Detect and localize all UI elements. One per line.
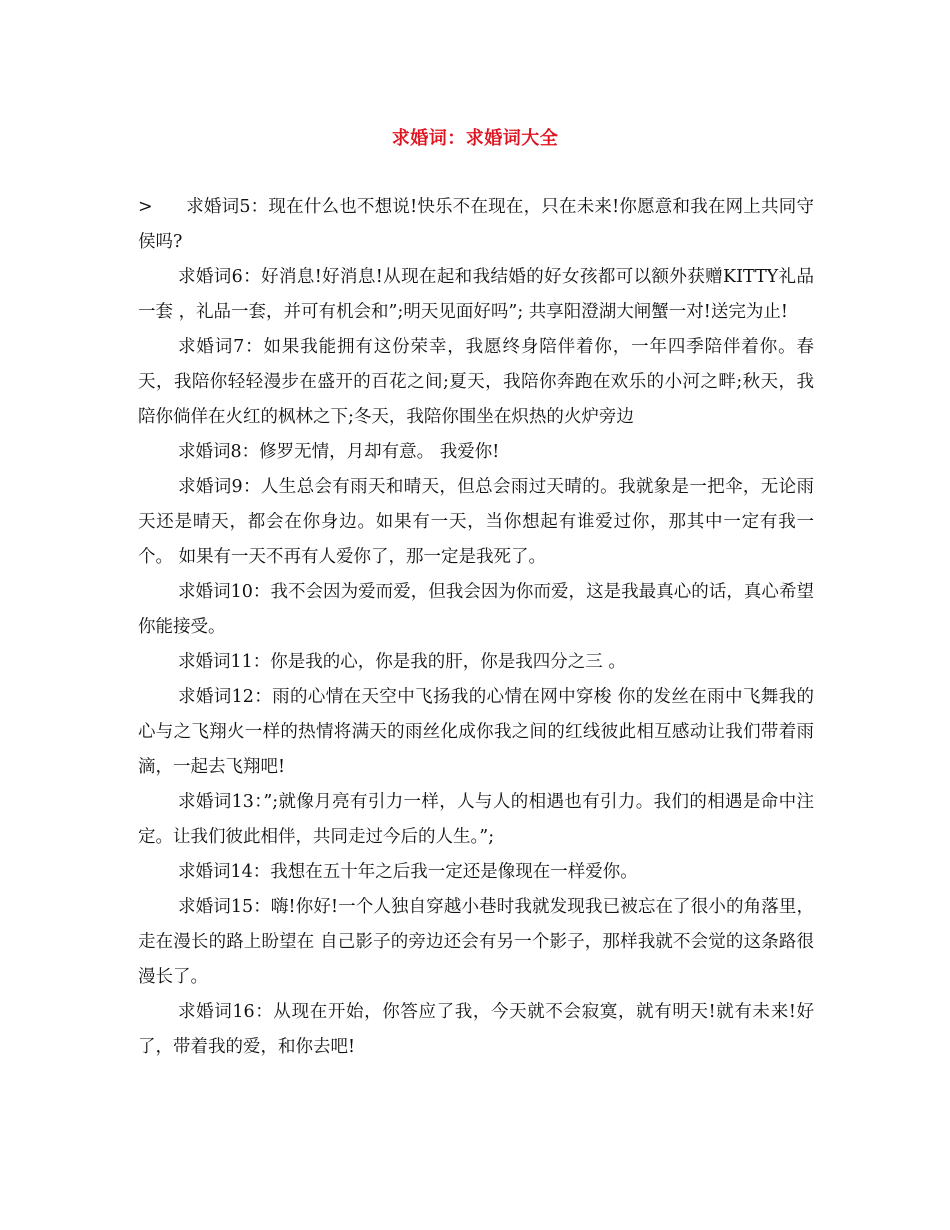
paragraph-15: 求婚词15：嗨!你好!一个人独自穿越小巷时我就发现我已被忘在了很小的角落里，走在漫长的路上盼望在 自己影子的旁边还会有另一个影子，那样我就不会觉的这条路很漫长了。 bbox=[138, 897, 814, 987]
paragraph-10: 求婚词10：我不会因为爱而爱，但我会因为你而爱，这是我最真心的话，真心希望你能接受。 bbox=[138, 582, 814, 637]
paragraph-14: 求婚词14：我想在五十年之后我一定还是像现在一样爱你。 bbox=[178, 862, 638, 882]
paragraph-5 bbox=[138, 190, 814, 260]
paragraph-11: 求婚词11：你是我的心，你是我的肝，你是我四分之三 。 bbox=[178, 652, 626, 672]
paragraph-13: 求婚词13：”;就像月亮有引力一样，人与人的相遇也有引力。我们的相遇是命中注定。让我们彼此相伴，共同走过今后的人生。”; bbox=[138, 792, 814, 847]
paragraph-text: 求婚词5：现在什么也不想说!快乐不在现在，只在未来!你愿意和我在网上共同守侯吗? bbox=[138, 197, 814, 252]
paragraph-8: 求婚词8：修罗无情，月却有意。 我爱你! bbox=[178, 442, 500, 462]
paragraph-16: 求婚词16：从现在开始，你答应了我，今天就不会寂寞，就有明天!就有未来!好了，带着我的爱，和你去吧! bbox=[138, 1002, 814, 1057]
bullet-marker: > bbox=[138, 197, 153, 217]
document-title: 求婚词：求婚词大全 bbox=[391, 128, 559, 149]
paragraph-7: 求婚词7：如果我能拥有这份荣幸，我愿终身陪伴着你，一年四季陪伴着你。春天，我陪你轻轻漫步在盛开的百花之间;夏天，我陪你奔跑在欢乐的小河之畔;秋天，我陪你倘佯在火红的枫林之下;冬天，我陪你围坐在炽热的火炉旁边 bbox=[138, 337, 814, 427]
document-body bbox=[138, 190, 814, 1065]
paragraph-9: 求婚词9：人生总会有雨天和晴天，但总会雨过天晴的。我就象是一把伞，无论雨天还是晴天，都会在你身边。如果有一天，当你想起有谁爱过你，那其中一定有我一个。 如果有一天不再有人爱你了，那一定是我死了。 bbox=[138, 477, 814, 567]
paragraph-12: 求婚词12：雨的心情在天空中飞扬我的心情在网中穿梭 你的发丝在雨中飞舞我的心与之飞翔火一样的热情将满天的雨丝化成你我之间的红线彼此相互感动让我们带着雨滴，一起去飞翔吧! bbox=[138, 687, 814, 777]
paragraph-6: 求婚词6：好消息!好消息!从现在起和我结婚的好女孩都可以额外获赠KITTY礼品一套 ，礼品一套，并可有机会和”;明天见面好吗”; 共享阳澄湖大闸蟹一对!送完为止! bbox=[138, 267, 814, 322]
